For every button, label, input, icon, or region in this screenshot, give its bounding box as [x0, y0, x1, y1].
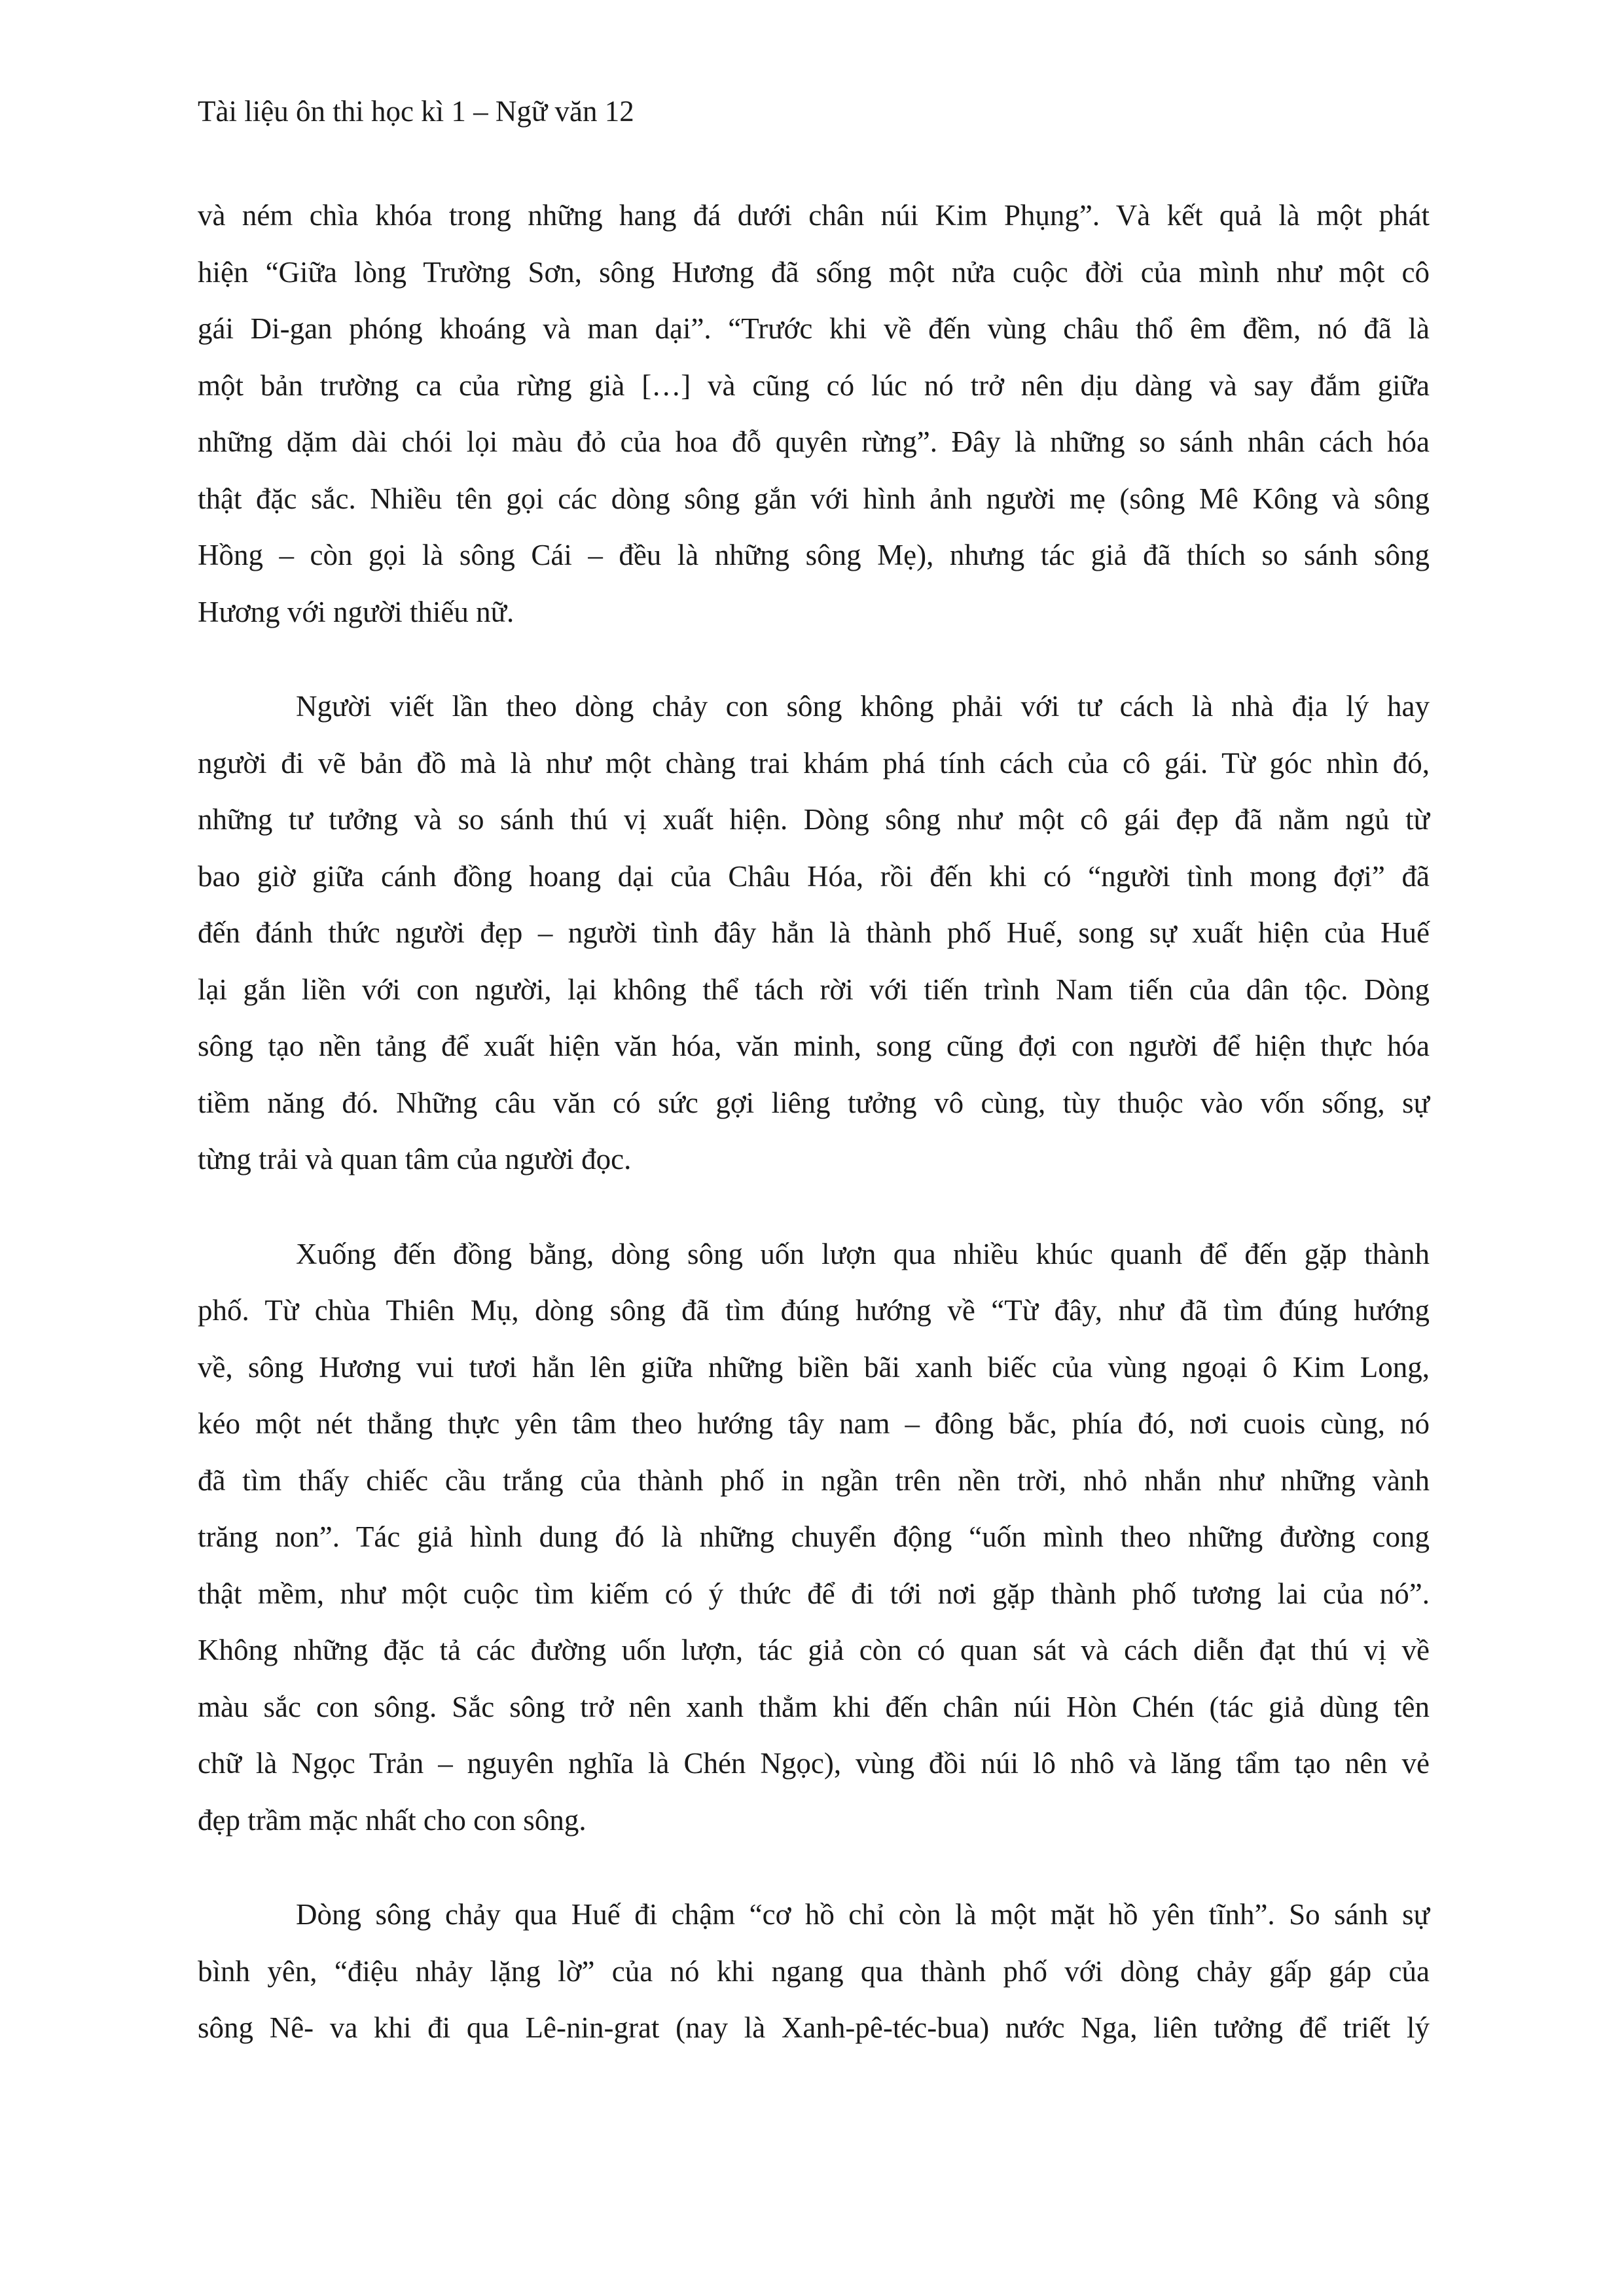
- text-line: trăng non”. Tác giả hình dung đó là những chuyển động “uốn mình theo những đường cong: [198, 1520, 1430, 1553]
- text-line: Hồng – còn gọi là sông Cái – đều là những sông Mẹ), nhưng tác giả đã thích so sánh sông: [198, 539, 1430, 571]
- text-line: những dặm dài chói lọi màu đỏ của hoa đỗ quyên rừng”. Đây là những so sánh nhân cách hóa: [198, 425, 1430, 458]
- text-line: sông Nê- va khi đi qua Lê-nin-grat (nay là Xanh-pê-téc-bua) nước Nga, liên tưởng để triết lý: [198, 2011, 1430, 2044]
- paragraph-xuong-den-dong-bang: [198, 1226, 1430, 1849]
- text-line: lại gắn liền với con người, lại không thể tách rời với tiến trình Nam tiến của dân tộc. Dòng: [198, 973, 1430, 1006]
- paragraph-dong-song-chay-qua-hue: [198, 1886, 1430, 2056]
- text-line: chữ là Ngọc Trản – nguyên nghĩa là Chén Ngọc), vùng đồi núi lô nhô và lăng tẩm tạo nên vẻ: [198, 1747, 1430, 1780]
- text-line: gái Di-gan phóng khoáng và man dại”. “Trước khi về đến vùng châu thổ êm đềm, nó đã là: [198, 312, 1430, 345]
- text-line: người đi vẽ bản đồ mà là như một chàng trai khám phá tính cách của cô gái. Từ góc nhìn đó,: [198, 746, 1430, 780]
- text-line: đến đánh thức người đẹp – người tình đây hẳn là thành phố Huế, song sự xuất hiện của Huế: [198, 916, 1430, 949]
- paragraph-song-huong-di-gan: [198, 187, 1430, 640]
- text-line: Hương với người thiếu nữ.: [198, 595, 514, 628]
- text-line: Người viết lần theo dòng chảy con sông không phải với tư cách là nhà địa lý hay: [296, 690, 1430, 723]
- text-line: đã tìm thấy chiếc cầu trắng của thành phố in ngần trên nền trời, nhỏ nhắn như những vành: [198, 1463, 1430, 1497]
- text-line: bao giờ giữa cánh đồng hoang dại của Châu Hóa, rồi đến khi có “người tình mong đợi” đã: [198, 859, 1430, 893]
- text-line: về, sông Hương vui tươi hẳn lên giữa những biền bãi xanh biếc của vùng ngoại ô Kim Long,: [198, 1350, 1430, 1384]
- page-header-title: Tài liệu ôn thi học kì 1 – Ngữ văn 12: [198, 95, 634, 128]
- text-line: tiềm năng đó. Những câu văn có sức gợi liêng tưởng vô cùng, tùy thuộc vào vốn sống, sự: [198, 1086, 1430, 1119]
- text-line: kéo một nét thẳng thực yên tâm theo hướng tây nam – đông bắc, phía đó, nơi cuois cùng, nó: [198, 1407, 1430, 1440]
- text-line: thật đặc sắc. Nhiều tên gọi các dòng sông gắn với hình ảnh người mẹ (sông Mê Kông và sông: [198, 482, 1430, 515]
- text-line: sông tạo nền tảng để xuất hiện văn hóa, văn minh, song cũng đợi con người để hiện thực hóa: [198, 1030, 1430, 1062]
- text-line: đẹp trầm mặc nhất cho con sông.: [198, 1803, 586, 1837]
- text-line: hiện “Giữa lòng Trường Sơn, sông Hương đã sống một nửa cuộc đời của mình như một cô: [198, 255, 1430, 289]
- text-line: và ném chìa khóa trong những hang đá dưới chân núi Kim Phụng”. Và kết quả là một phát: [198, 199, 1430, 232]
- text-line: Dòng sông chảy qua Huế đi chậm “cơ hồ chỉ còn là một mặt hồ yên tĩnh”. So sánh sự: [296, 1898, 1430, 1931]
- text-line: những tư tưởng và so sánh thú vị xuất hiện. Dòng sông như một cô gái đẹp đã nằm ngủ từ: [198, 803, 1430, 836]
- text-line: phố. Từ chùa Thiên Mụ, dòng sông đã tìm đúng hướng về “Từ đây, như đã tìm đúng hướng: [198, 1294, 1430, 1327]
- text-line: từng trải và quan tâm của người đọc.: [198, 1143, 632, 1175]
- paragraph-nguoi-viet-lan-theo: [198, 678, 1430, 1188]
- text-line: màu sắc con sông. Sắc sông trở nên xanh thẳm khi đến chân núi Hòn Chén (tác giả dùng tên: [198, 1690, 1430, 1723]
- text-line: một bản trường ca của rừng già […] và cũng có lúc nó trở nên dịu dàng và say đắm giữa: [198, 368, 1430, 402]
- text-line: Không những đặc tả các đường uốn lượn, tác giả còn có quan sát và cách diễn đạt thú vị về: [198, 1634, 1430, 1666]
- text-line: thật mềm, như một cuộc tìm kiếm có ý thức để đi tới nơi gặp thành phố tương lai của nó”.: [198, 1577, 1430, 1610]
- text-line: bình yên, “điệu nhảy lặng lờ” của nó khi ngang qua thành phố với dòng chảy gấp gáp của: [198, 1954, 1430, 1988]
- document-body: [198, 187, 1430, 2094]
- text-line: Xuống đến đồng bằng, dòng sông uốn lượn qua nhiều khúc quanh để đến gặp thành: [296, 1237, 1430, 1270]
